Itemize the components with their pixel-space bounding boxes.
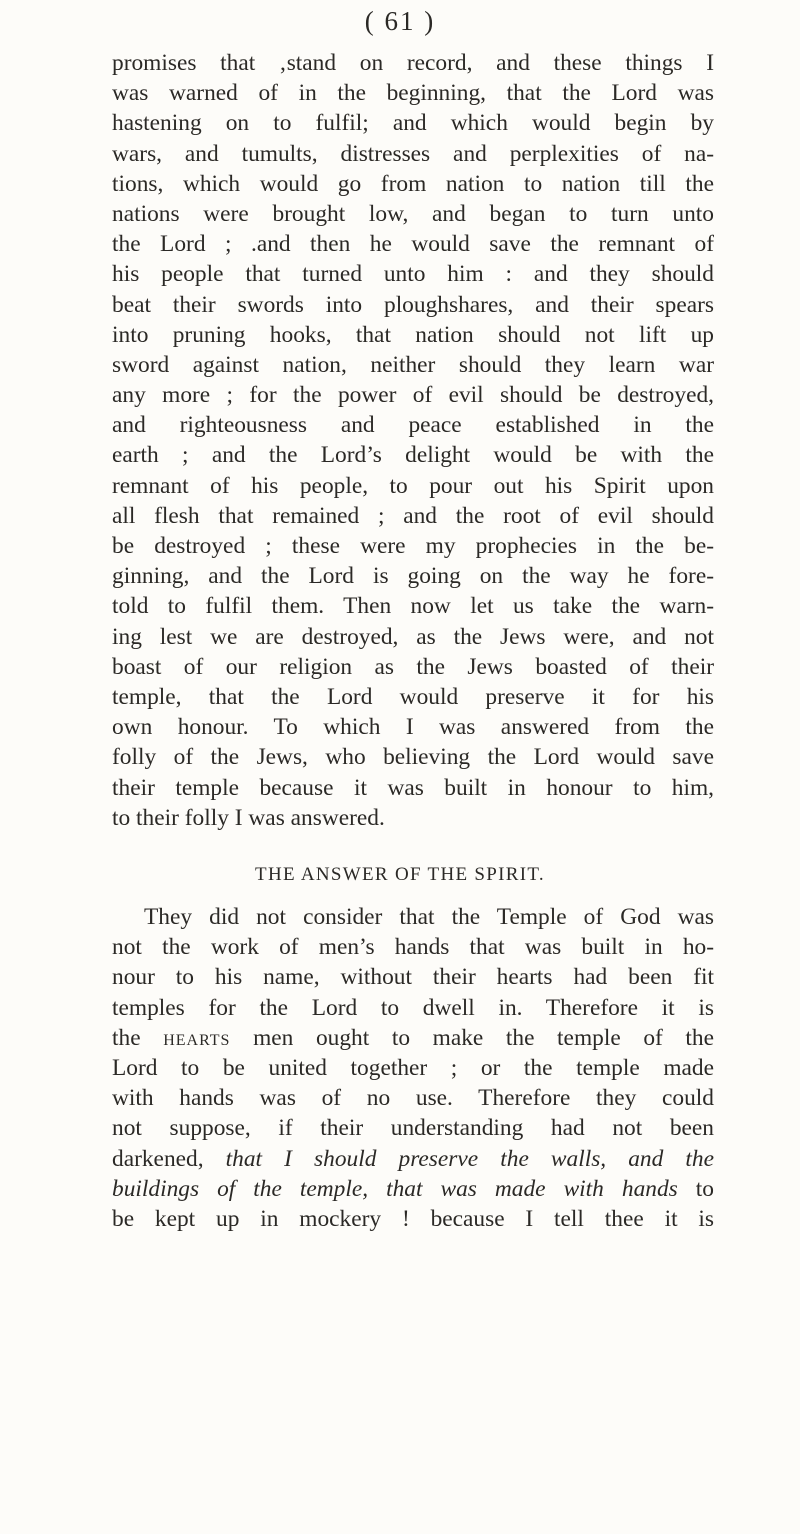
text-line: to their folly I was answered. bbox=[112, 804, 385, 831]
text-line: with hands was of no use. Therefore they could bbox=[112, 1085, 714, 1112]
text-line: was warned of in the beginning, that the Lord was bbox=[112, 80, 714, 107]
text-line: sword against nation, neither should they learn war bbox=[112, 351, 714, 378]
text-line: the Lord ; .and then he would save the remnant of bbox=[112, 231, 714, 258]
text-line: any more ; for the power of evil should be destroyed, bbox=[112, 382, 714, 409]
italic-text: that I should preserve the walls, and the bbox=[225, 1145, 714, 1172]
text-line: ing lest we are destroyed, as the Jews were, and not bbox=[112, 623, 714, 650]
text-line: remnant of his people, to pour out his Spirit upon bbox=[112, 472, 714, 499]
emphasized-word: hearts bbox=[163, 1024, 231, 1051]
text-line: promises that ‚stand on record, and these things I bbox=[112, 50, 714, 76]
line-word: the bbox=[112, 1024, 141, 1051]
text-line bbox=[112, 1144, 714, 1174]
text-line: hastening on to fulfil; and which would begin by bbox=[112, 110, 714, 137]
text-line: nations were brought low, and began to turn unto bbox=[112, 200, 714, 227]
text-line: ginning, and the Lord is going on the way he fore- bbox=[112, 563, 714, 590]
text-line: not suppose, if their understanding had not been bbox=[112, 1115, 714, 1142]
text-line: tions, which would go from nation to nation till the bbox=[112, 170, 714, 197]
text-line: own honour. To which I was answered from the bbox=[112, 714, 714, 741]
paragraph-one bbox=[112, 48, 714, 833]
text-line: temple, that the Lord would preserve it for his bbox=[112, 683, 714, 710]
line-word: to bbox=[695, 1175, 714, 1202]
text-line: They did not consider that the Temple of God was bbox=[144, 904, 714, 930]
line-text: darkened, bbox=[112, 1145, 204, 1172]
text-line: nour to his name, without their hearts had been fit bbox=[112, 964, 714, 991]
text-line: be kept up in mockery ! because I tell thee it is bbox=[112, 1205, 714, 1232]
text-line: told to fulfil them. Then now let us take the warn- bbox=[112, 593, 714, 620]
page-number: ( 61 ) bbox=[364, 6, 436, 36]
text-line bbox=[112, 1174, 714, 1204]
line-text: men ought to make the temple of the bbox=[253, 1024, 714, 1051]
text-line: his people that turned unto him : and they should bbox=[112, 261, 714, 288]
text-line: folly of the Jews, who believing the Lord would save bbox=[112, 744, 714, 771]
text-line bbox=[112, 1023, 714, 1053]
section-heading: THE ANSWER OF THE SPIRIT. bbox=[255, 864, 545, 885]
text-line: not the work of men’s hands that was built in ho- bbox=[112, 934, 714, 961]
text-line: beat their swords into ploughshares, and their spears bbox=[112, 291, 714, 318]
text-line: boast of our religion as the Jews boasted of their bbox=[112, 653, 714, 680]
text-line: Lord to be united together ; or the temple made bbox=[112, 1054, 714, 1081]
paragraph-two bbox=[112, 902, 714, 1234]
text-line: into pruning hooks, that nation should not lift up bbox=[112, 321, 714, 348]
text-line: earth ; and the Lord’s delight would be with the bbox=[112, 442, 714, 469]
text-line: temples for the Lord to dwell in. Therefore it is bbox=[112, 994, 714, 1021]
text-line: be destroyed ; these were my prophecies in the be- bbox=[112, 533, 714, 559]
text-line: their temple because it was built in honour to him, bbox=[112, 774, 714, 801]
text-line: all flesh that remained ; and the root of evil should bbox=[112, 502, 714, 529]
italic-text: buildings of the temple, that was made with hands bbox=[112, 1175, 678, 1202]
text-line: wars, and tumults, distresses and perplexities of na- bbox=[112, 140, 714, 167]
text-line: and righteousness and peace established in the bbox=[112, 412, 714, 439]
